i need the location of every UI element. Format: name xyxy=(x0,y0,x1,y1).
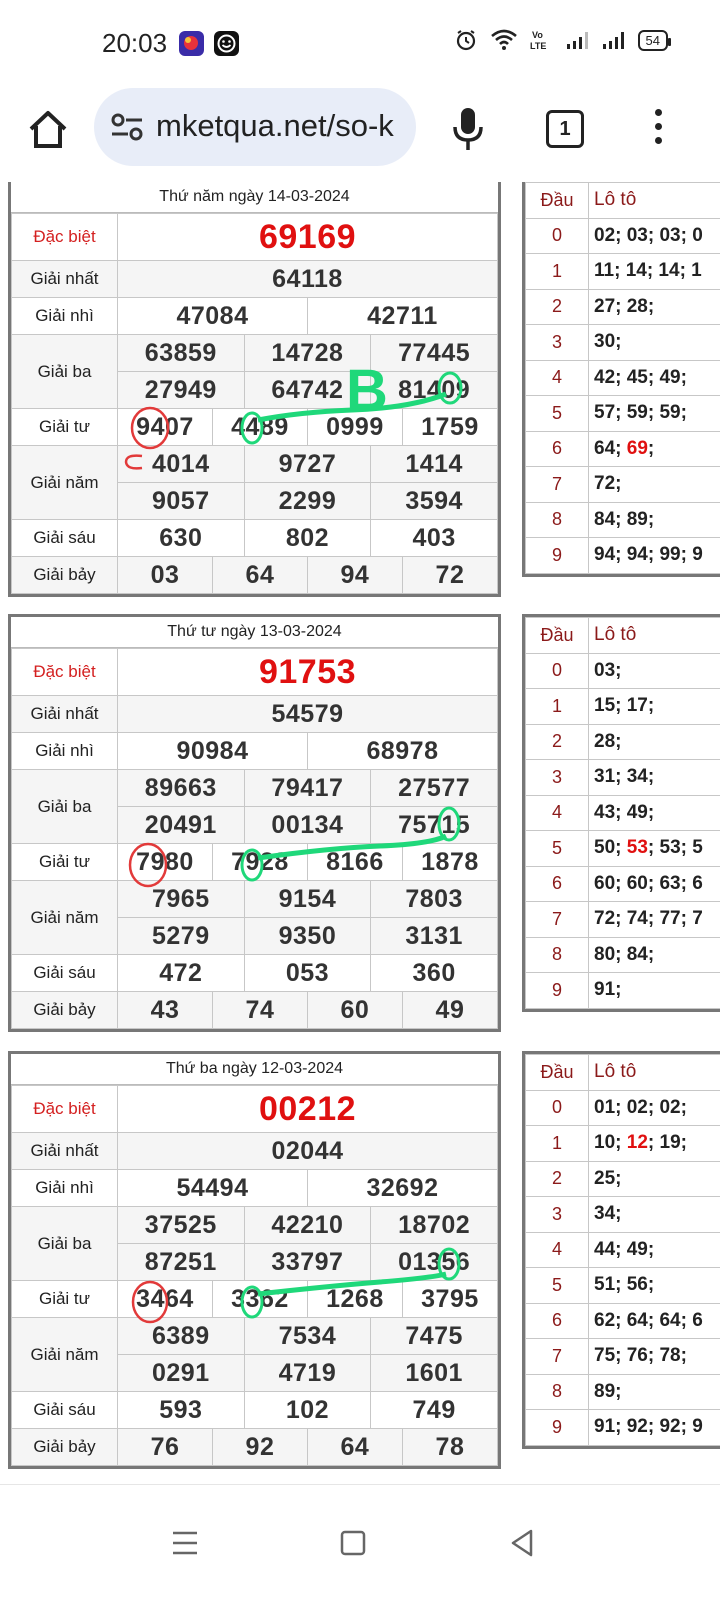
sixth-prize: 053 xyxy=(244,955,371,992)
seventh-prize: 64 xyxy=(307,1429,402,1466)
fourth-prize: 3795 xyxy=(402,1281,497,1318)
label-third: Giải ba xyxy=(12,770,118,844)
loto-values: 03; xyxy=(589,653,720,689)
third-prize: 20491 xyxy=(118,807,245,844)
fourth-prize: 1878 xyxy=(402,844,497,881)
loto-dau: 6 xyxy=(526,866,589,902)
loto-dau: 6 xyxy=(526,431,589,467)
loto-head-dau: Đầu xyxy=(526,1055,589,1091)
loto-special-value: 69 xyxy=(627,438,648,459)
fifth-prize: 1414 xyxy=(371,446,498,483)
loto-dau: 0 xyxy=(526,1090,589,1126)
loto-values: 15; 17; xyxy=(589,689,720,725)
loto-values: 51; 56; xyxy=(589,1268,720,1304)
fifth-prize: 5279 xyxy=(118,918,245,955)
result-title: Thứ năm ngày 14-03-2024 xyxy=(11,182,498,213)
prize-table xyxy=(11,648,498,1029)
first-prize: 54579 xyxy=(118,696,498,733)
label-first: Giải nhất xyxy=(12,1133,118,1170)
third-prize: 77445 xyxy=(371,335,498,372)
loto-dau: 7 xyxy=(526,1339,589,1375)
loto-dau: 4 xyxy=(526,1232,589,1268)
loto-dau: 9 xyxy=(526,1410,589,1446)
loto-dau: 5 xyxy=(526,396,589,432)
special-prize: 00212 xyxy=(118,1086,498,1133)
third-prize: 27949 xyxy=(118,372,245,409)
fourth-prize: 3362 xyxy=(212,1281,307,1318)
loto-values: 60; 60; 63; 6 xyxy=(589,866,720,902)
loto-dau: 0 xyxy=(526,653,589,689)
tab-switcher-button[interactable]: 1 xyxy=(546,110,584,148)
fifth-prize: 0291 xyxy=(118,1355,245,1392)
loto-values: 91; xyxy=(589,973,720,1009)
loto-dau: 8 xyxy=(526,502,589,538)
fifth-prize: 7534 xyxy=(244,1318,371,1355)
fifth-prize: 6389 xyxy=(118,1318,245,1355)
loto-values: 72; 74; 77; 7 xyxy=(589,902,720,938)
label-sixth: Giải sáu xyxy=(12,1392,118,1429)
loto-value: ; xyxy=(648,438,654,459)
result-title: Thứ tư ngày 13-03-2024 xyxy=(11,617,498,648)
fifth-prize: 9057 xyxy=(118,483,245,520)
fourth-prize: 4489 xyxy=(212,409,307,446)
loto-values: 27; 28; xyxy=(589,289,720,325)
loto-block-13-03 xyxy=(522,614,720,1012)
result-block-13-03 xyxy=(8,614,501,1032)
loto-head-dau: Đầu xyxy=(526,618,589,654)
loto-values: 80; 84; xyxy=(589,937,720,973)
fifth-prize: 9727 xyxy=(244,446,371,483)
address-bar[interactable] xyxy=(94,88,416,166)
fifth-prize: 1601 xyxy=(371,1355,498,1392)
special-prize: 91753 xyxy=(118,649,498,696)
loto-dau: 3 xyxy=(526,760,589,796)
third-prize: 81409 xyxy=(371,372,498,409)
fifth-prize: 2299 xyxy=(244,483,371,520)
recents-menu-icon[interactable] xyxy=(165,1523,205,1563)
loto-dau: 1 xyxy=(526,1126,589,1162)
loto-block-12-03 xyxy=(522,1051,720,1449)
status-bar xyxy=(0,0,720,88)
fifth-prize: 3594 xyxy=(371,483,498,520)
loto-values: 57; 59; 59; xyxy=(589,396,720,432)
loto-dau: 5 xyxy=(526,1268,589,1304)
fifth-prize: 7803 xyxy=(371,881,498,918)
alarm-icon xyxy=(454,28,478,52)
loto-values: 42; 45; 49; xyxy=(589,360,720,396)
loto-values xyxy=(589,1126,720,1162)
loto-dau: 2 xyxy=(526,1161,589,1197)
loto-values: 43; 49; xyxy=(589,795,720,831)
loto-values xyxy=(589,831,720,867)
loto-value: ; 53; 5 xyxy=(648,837,703,858)
label-second: Giải nhì xyxy=(12,733,118,770)
loto-head-loto: Lô tô xyxy=(589,183,720,219)
loto-dau: 1 xyxy=(526,254,589,290)
label-fourth: Giải tư xyxy=(12,409,118,446)
loto-special-value: 53 xyxy=(627,837,648,858)
loto-head-loto: Lô tô xyxy=(589,618,720,654)
svg-text:LTE: LTE xyxy=(530,41,546,51)
fourth-prize: 3464 xyxy=(118,1281,213,1318)
label-sixth: Giải sáu xyxy=(12,520,118,557)
microphone-icon[interactable] xyxy=(448,106,488,152)
label-second: Giải nhì xyxy=(12,1170,118,1207)
seventh-prize: 64 xyxy=(212,557,307,594)
seventh-prize: 94 xyxy=(307,557,402,594)
seventh-prize: 43 xyxy=(118,992,213,1029)
second-prize: 90984 xyxy=(118,733,308,770)
third-prize: 79417 xyxy=(244,770,371,807)
loto-values: 02; 03; 03; 0 xyxy=(589,218,720,254)
label-fifth: Giải năm xyxy=(12,1318,118,1392)
loto-table xyxy=(525,1054,720,1446)
third-prize: 87251 xyxy=(118,1244,245,1281)
loto-value: 10; xyxy=(594,1132,627,1153)
label-special: Đặc biệt xyxy=(12,1086,118,1133)
label-seventh: Giải bảy xyxy=(12,557,118,594)
fifth-prize: 7965 xyxy=(118,881,245,918)
loto-values: 31; 34; xyxy=(589,760,720,796)
signal-icon xyxy=(566,30,590,50)
site-settings-icon[interactable] xyxy=(110,112,144,142)
label-sixth: Giải sáu xyxy=(12,955,118,992)
label-special: Đặc biệt xyxy=(12,649,118,696)
loto-values xyxy=(589,431,720,467)
seventh-prize: 74 xyxy=(212,992,307,1029)
label-seventh: Giải bảy xyxy=(12,992,118,1029)
loto-values: 62; 64; 64; 6 xyxy=(589,1303,720,1339)
fourth-prize: 9407 xyxy=(118,409,213,446)
fourth-prize: 7980 xyxy=(118,844,213,881)
loto-values: 30; xyxy=(589,325,720,361)
loto-values: 89; xyxy=(589,1374,720,1410)
second-prize: 54494 xyxy=(118,1170,308,1207)
loto-values: 34; xyxy=(589,1197,720,1233)
loto-values: 28; xyxy=(589,724,720,760)
loto-value: 64; xyxy=(594,438,627,459)
third-prize: 37525 xyxy=(118,1207,245,1244)
loto-dau: 0 xyxy=(526,218,589,254)
loto-dau: 3 xyxy=(526,1197,589,1233)
second-prize: 32692 xyxy=(307,1170,497,1207)
seventh-prize: 78 xyxy=(402,1429,497,1466)
loto-values: 84; 89; xyxy=(589,502,720,538)
home-icon[interactable] xyxy=(26,108,70,152)
prize-table xyxy=(11,1085,498,1466)
loto-values: 91; 92; 92; 9 xyxy=(589,1410,720,1446)
label-third: Giải ba xyxy=(12,335,118,409)
loto-special-value: 12 xyxy=(627,1132,648,1153)
loto-table xyxy=(525,182,720,574)
loto-dau: 9 xyxy=(526,538,589,574)
wifi-icon xyxy=(490,29,518,51)
third-prize: 14728 xyxy=(244,335,371,372)
fourth-prize: 8166 xyxy=(307,844,402,881)
svg-text:Vo: Vo xyxy=(532,30,543,40)
back-icon[interactable] xyxy=(503,1523,543,1563)
loto-values: 01; 02; 02; xyxy=(589,1090,720,1126)
third-prize: 33797 xyxy=(244,1244,371,1281)
smiley-notification-icon xyxy=(214,31,239,56)
fifth-prize: 9154 xyxy=(244,881,371,918)
loto-values: 94; 94; 99; 9 xyxy=(589,538,720,574)
label-fourth: Giải tư xyxy=(12,1281,118,1318)
fourth-prize: 7928 xyxy=(212,844,307,881)
loto-values: 25; xyxy=(589,1161,720,1197)
third-prize: 63859 xyxy=(118,335,245,372)
third-prize: 64742 xyxy=(244,372,371,409)
loto-block-14-03 xyxy=(522,182,720,577)
loto-dau: 8 xyxy=(526,937,589,973)
loto-values: 75; 76; 78; xyxy=(589,1339,720,1375)
browser-toolbar xyxy=(0,88,720,182)
seventh-prize: 60 xyxy=(307,992,402,1029)
second-prize: 47084 xyxy=(118,298,308,335)
loto-table xyxy=(525,617,720,1009)
fifth-prize: 9350 xyxy=(244,918,371,955)
app-notification-icon xyxy=(179,31,204,56)
url-text[interactable]: mketqua.net/so-k xyxy=(156,108,394,144)
loto-values: 11; 14; 14; 1 xyxy=(589,254,720,290)
loto-value: ; 19; xyxy=(648,1132,687,1153)
loto-dau: 6 xyxy=(526,1303,589,1339)
loto-dau: 4 xyxy=(526,795,589,831)
sixth-prize: 102 xyxy=(244,1392,371,1429)
third-prize: 00134 xyxy=(244,807,371,844)
sixth-prize: 802 xyxy=(244,520,371,557)
third-prize: 89663 xyxy=(118,770,245,807)
fourth-prize: 0999 xyxy=(307,409,402,446)
sixth-prize: 630 xyxy=(118,520,245,557)
sixth-prize: 360 xyxy=(371,955,498,992)
battery-icon: 54 xyxy=(638,30,668,51)
loto-dau: 3 xyxy=(526,325,589,361)
result-block-12-03 xyxy=(8,1051,501,1469)
loto-head-dau: Đầu xyxy=(526,183,589,219)
fourth-prize: 1268 xyxy=(307,1281,402,1318)
third-prize: 75715 xyxy=(371,807,498,844)
result-block-14-03 xyxy=(8,182,501,597)
sixth-prize: 593 xyxy=(118,1392,245,1429)
label-second: Giải nhì xyxy=(12,298,118,335)
sixth-prize: 749 xyxy=(371,1392,498,1429)
loto-dau: 1 xyxy=(526,689,589,725)
seventh-prize: 72 xyxy=(402,557,497,594)
more-options-icon[interactable] xyxy=(650,106,666,152)
loto-value: 50; xyxy=(594,837,627,858)
first-prize: 02044 xyxy=(118,1133,498,1170)
sixth-prize: 472 xyxy=(118,955,245,992)
loto-dau: 7 xyxy=(526,902,589,938)
result-title: Thứ ba ngày 12-03-2024 xyxy=(11,1054,498,1085)
label-first: Giải nhất xyxy=(12,696,118,733)
label-special: Đặc biệt xyxy=(12,214,118,261)
signal-2-icon xyxy=(602,30,626,50)
third-prize: 01356 xyxy=(371,1244,498,1281)
results-content xyxy=(0,182,720,1482)
loto-dau: 2 xyxy=(526,289,589,325)
seventh-prize: 76 xyxy=(118,1429,213,1466)
first-prize: 64118 xyxy=(118,261,498,298)
loto-head-loto: Lô tô xyxy=(589,1055,720,1091)
status-time: 20:03 xyxy=(102,28,167,59)
third-prize: 42210 xyxy=(244,1207,371,1244)
second-prize: 68978 xyxy=(307,733,497,770)
seventh-prize: 03 xyxy=(118,557,213,594)
fifth-prize: 4719 xyxy=(244,1355,371,1392)
seventh-prize: 92 xyxy=(212,1429,307,1466)
label-first: Giải nhất xyxy=(12,261,118,298)
prize-table xyxy=(11,213,498,594)
fifth-prize: 4014 xyxy=(118,446,245,483)
third-prize: 18702 xyxy=(371,1207,498,1244)
seventh-prize: 49 xyxy=(402,992,497,1029)
loto-values: 44; 49; xyxy=(589,1232,720,1268)
fifth-prize: 3131 xyxy=(371,918,498,955)
loto-values: 72; xyxy=(589,467,720,503)
special-prize: 69169 xyxy=(118,214,498,261)
fifth-prize: 7475 xyxy=(371,1318,498,1355)
fourth-prize: 1759 xyxy=(402,409,497,446)
label-fifth: Giải năm xyxy=(12,881,118,955)
label-third: Giải ba xyxy=(12,1207,118,1281)
label-fourth: Giải tư xyxy=(12,844,118,881)
loto-dau: 4 xyxy=(526,360,589,396)
label-fifth: Giải năm xyxy=(12,446,118,520)
sixth-prize: 403 xyxy=(371,520,498,557)
third-prize: 27577 xyxy=(371,770,498,807)
system-nav-bar xyxy=(0,1484,720,1601)
second-prize: 42711 xyxy=(307,298,497,335)
loto-dau: 8 xyxy=(526,1374,589,1410)
volte-icon xyxy=(530,29,554,51)
home-square-icon[interactable] xyxy=(333,1523,373,1563)
loto-dau: 9 xyxy=(526,973,589,1009)
loto-dau: 5 xyxy=(526,831,589,867)
handwritten-letter: B xyxy=(346,358,388,423)
loto-dau: 2 xyxy=(526,724,589,760)
label-seventh: Giải bảy xyxy=(12,1429,118,1466)
loto-dau: 7 xyxy=(526,467,589,503)
